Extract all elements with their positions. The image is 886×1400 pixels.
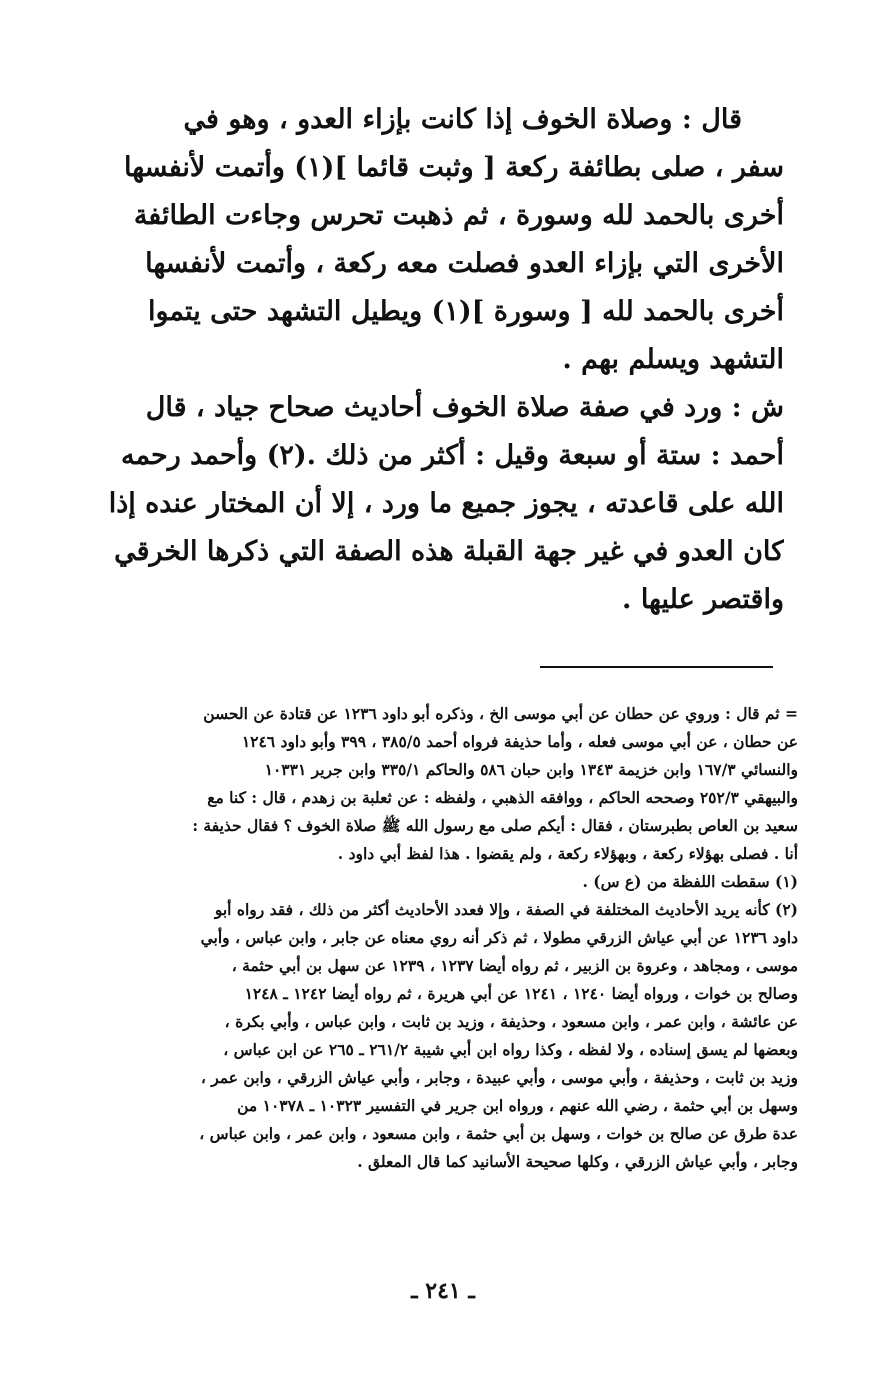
main-text-line: الأخرى التي بإزاء العدو فصلت معه ركعة ، وأتمت لأنفسها [145, 248, 784, 279]
main-text-line: أخرى بالحمد لله وسورة ، ثم ذهبت تحرس وجاءت الطائفة [133, 200, 784, 231]
footnote-line: عن عائشة ، وابن عمر ، وابن مسعود ، وحذيفة ، وزيد بن ثابت ، وابن عباس ، وأبي بكرة ، [224, 1012, 798, 1031]
footnotes-block [108, 700, 798, 1176]
footnote-1: (١) سقطت اللفظة من (ع س) . [582, 872, 798, 891]
footnote-line: والنسائي ١٦٧/٣ وابن خزيمة ١٣٤٣ وابن حبان ٥٨٦ والحاكم ٣٣٥/١ وابن جرير ١٠٣٣١ [264, 760, 798, 779]
footnote-2: (٢) كأنه يريد الأحاديث المختلفة في الصفة ، وإلا فعدد الأحاديث أكثر من ذلك ، فقد رواه أبو [214, 900, 798, 919]
footnote-line: أنا . فصلى بهؤلاء ركعة ، وبهؤلاء ركعة ، ولم يقضوا . هذا لفظ أبي داود . [337, 844, 798, 863]
main-text-block [108, 96, 784, 624]
footnote-line: عن حطان ، عن أبي موسى فعله ، وأما حذيفة فرواه أحمد ٣٨٥/٥ ، ٣٩٩ وأبو داود ١٢٤٦ [241, 732, 798, 751]
footnote-line: = ثم قال : وروي عن حطان عن أبي موسى الخ ، وذكره أبو داود ١٢٣٦ عن قتادة عن الحسن [203, 704, 798, 723]
footnote-line: سعيد بن العاص بطبرستان ، فقال : أيكم صلى مع رسول الله ﷺ صلاة الخوف ؟ فقال حذيفة : [192, 816, 798, 835]
main-text-line: الله على قاعدته ، يجوز جميع ما ورد ، إلا أن المختار عنده إذا [108, 488, 784, 519]
footnote-separator [540, 666, 773, 668]
main-text-line: التشهد ويسلم بهم . [562, 344, 784, 375]
footnote-line: وبعضها لم يسق إسناده ، ولا لفظه ، وكذا رواه ابن أبي شيبة ٢٦١/٢ ـ ٢٦٥ عن ابن عباس ، [223, 1040, 798, 1059]
footnote-line: والبيهقي ٢٥٢/٣ وصححه الحاكم ، ووافقه الذهبي ، ولفظه : عن ثعلبة بن زهدم ، قال : كنا مع [207, 788, 798, 807]
footnote-line: وصالح بن خوات ، ورواه أيضا ١٢٤٠ ، ١٢٤١ عن أبي هريرة ، ثم رواه أيضا ١٢٤٢ ـ ١٢٤٨ [244, 984, 798, 1003]
main-text-line: واقتصر عليها . [622, 584, 784, 615]
main-text-line: أحمد : ستة أو سبعة وقيل : أكثر من ذلك .(٢) وأحمد رحمه [120, 440, 784, 471]
footnote-line: عدة طرق عن صالح بن خوات ، وسهل بن أبي حثمة ، وابن مسعود ، وابن عمر ، وابن عباس ، [199, 1124, 798, 1143]
footnote-line: وجابر ، وأبي عياش الزرقي ، وكلها صحيحة الأسانيد كما قال المعلق . [357, 1152, 798, 1171]
main-text-line: ش : ورد في صفة صلاة الخوف أحاديث صحاح جياد ، قال [145, 392, 784, 423]
main-text-line: قال : وصلاة الخوف إذا كانت بإزاء العدو ، وهو في [183, 104, 742, 135]
main-text-line: كان العدو في غير جهة القبلة هذه الصفة التي ذكرها الخرقي [114, 536, 784, 567]
footnote-line: داود ١٢٣٦ عن أبي عياش الزرقي مطولا ، ثم ذكر أنه روي معناه عن جابر ، وابن عباس ، وأبي [200, 928, 798, 947]
main-text-line: أخرى بالحمد لله [ وسورة ](١) ويطيل التشهد حتى يتموا [147, 296, 784, 327]
footnote-line: وزيد بن ثابت ، وحذيفة ، وأبي موسى ، وأبي عبيدة ، وجابر ، وأبي عياش الزرقي ، وابن عمر ، [200, 1068, 798, 1087]
page-number: ـ ٢٤١ ـ [411, 1278, 475, 1304]
main-text-line: سفر ، صلى بطائفة ركعة [ وثبت قائما ](١) وأتمت لأنفسها [123, 152, 784, 183]
footnote-line: وسهل بن أبي حثمة ، رضي الله عنهم ، ورواه ابن جرير في التفسير ١٠٣٢٣ ـ ١٠٣٧٨ من [237, 1096, 798, 1115]
footnote-line: موسى ، ومجاهد ، وعروة بن الزبير ، ثم رواه أيضا ١٢٣٧ ، ١٢٣٩ عن سهل بن أبي حثمة ، [231, 956, 798, 975]
